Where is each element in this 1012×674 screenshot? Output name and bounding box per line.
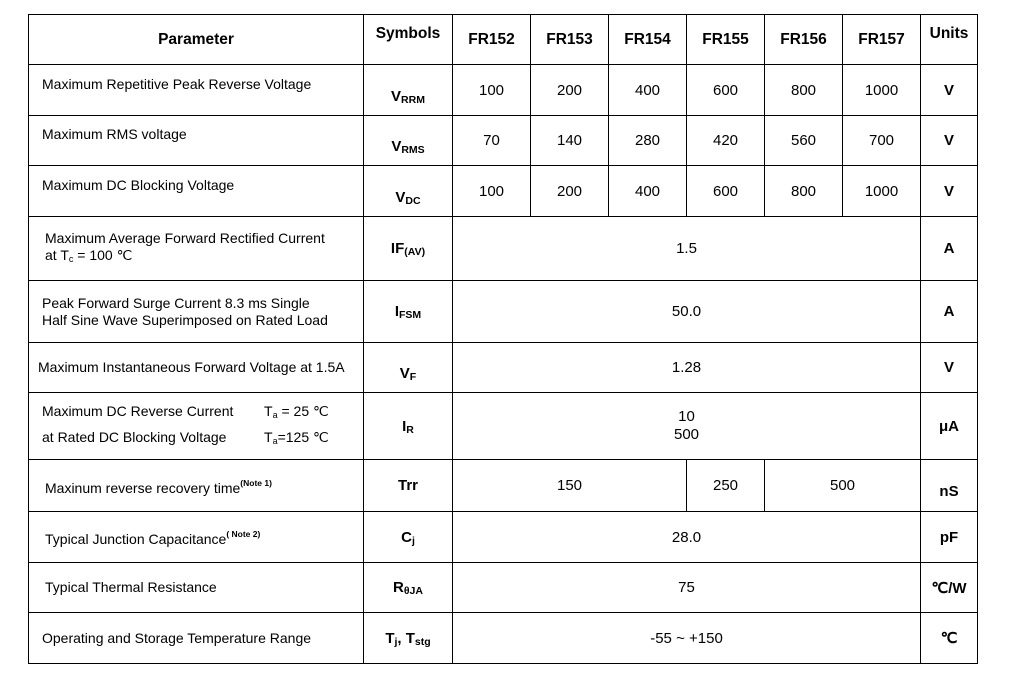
unit-cell: μA <box>921 393 978 460</box>
unit-cell: V <box>921 343 978 393</box>
electrical-characteristics-table <box>28 14 978 664</box>
param-label: Maximum DC Reverse Current Ta = 25 ℃ at Rated DC Blocking Voltage Ta=125 ℃ <box>29 393 364 460</box>
value-cell: 250 <box>687 460 765 512</box>
table-row <box>29 393 978 460</box>
table-row <box>29 512 978 563</box>
value-cell: 800 <box>765 166 843 217</box>
param-label: Typical Junction Capacitance$^{( Note 2)}$ <box>29 512 364 563</box>
unit-cell: A <box>921 217 978 281</box>
unit-cell: V <box>921 65 978 116</box>
param-label: Maximum Average Forward Rectified Current at Tc = 100 ℃ <box>29 217 364 281</box>
value-cell: 560 <box>765 116 843 166</box>
value-cell: 500 <box>765 460 921 512</box>
value-cell: -55 ~ +150 <box>453 613 921 664</box>
value-cell: 800 <box>765 65 843 116</box>
symbol-cell: $V_F$ <box>364 343 453 393</box>
header-part: FR154 <box>609 15 687 65</box>
symbol-cell: $V_{RRM}$ <box>364 65 453 116</box>
unit-cell: V <box>921 116 978 166</box>
param-label: Typical Thermal Resistance <box>29 563 364 613</box>
value-cell: 10 500 <box>453 393 921 460</box>
table-row <box>29 65 978 116</box>
value-cell: 140 <box>531 116 609 166</box>
table-row <box>29 217 978 281</box>
param-label: Maxinum reverse recovery time$^{(Note 1)}$ <box>29 460 364 512</box>
unit-cell: pF <box>921 512 978 563</box>
value-cell: 1000 <box>843 166 921 217</box>
symbol-cell: $R_{\theta JA}$ <box>364 563 453 613</box>
value-cell: 100 <box>453 65 531 116</box>
value-cell: 600 <box>687 166 765 217</box>
table-row <box>29 166 978 217</box>
symbol-cell: $I_{FSM}$ <box>364 281 453 343</box>
table-row <box>29 281 978 343</box>
value-cell: 280 <box>609 116 687 166</box>
value-cell: 75 <box>453 563 921 613</box>
symbol-cell: Trr <box>364 460 453 512</box>
value-cell: 200 <box>531 166 609 217</box>
value-cell: 420 <box>687 116 765 166</box>
header-symbols: Symbols <box>364 15 453 65</box>
param-label: Maximum RMS voltage <box>29 116 364 166</box>
value-cell: 28.0 <box>453 512 921 563</box>
table-row <box>29 563 978 613</box>
header-parameter: Parameter <box>29 15 364 65</box>
header-part: FR153 <box>531 15 609 65</box>
unit-cell: ℃ <box>921 613 978 664</box>
symbol-cell: $IF_{(AV)}$ <box>364 217 453 281</box>
unit-cell: nS <box>921 460 978 512</box>
param-label: Maximum Repetitive Peak Reverse Voltage <box>29 65 364 116</box>
value-cell: 400 <box>609 166 687 217</box>
header-part: FR152 <box>453 15 531 65</box>
value-cell: 1.28 <box>453 343 921 393</box>
unit-cell: V <box>921 166 978 217</box>
unit-cell: A <box>921 281 978 343</box>
header-part: FR157 <box>843 15 921 65</box>
symbol-cell: $V_{RMS}$ <box>364 116 453 166</box>
symbol-cell: $C_j$ <box>364 512 453 563</box>
value-cell: 1.5 <box>453 217 921 281</box>
value-cell: 700 <box>843 116 921 166</box>
header-part: FR155 <box>687 15 765 65</box>
value-cell: 200 <box>531 65 609 116</box>
table-row <box>29 343 978 393</box>
table-row <box>29 116 978 166</box>
value-cell: 400 <box>609 65 687 116</box>
symbol-cell: $V_{DC}$ <box>364 166 453 217</box>
value-cell: 1000 <box>843 65 921 116</box>
value-cell: 50.0 <box>453 281 921 343</box>
unit-cell: ℃/W <box>921 563 978 613</box>
value-cell: 100 <box>453 166 531 217</box>
header-part: FR156 <box>765 15 843 65</box>
table-row <box>29 613 978 664</box>
value-cell: 70 <box>453 116 531 166</box>
value-cell: 600 <box>687 65 765 116</box>
param-label: Operating and Storage Temperature Range <box>29 613 364 664</box>
param-label: Maximum Instantaneous Forward Voltage at 1.5A <box>29 343 364 393</box>
param-label: Maximum DC Blocking Voltage <box>29 166 364 217</box>
value-cell: 150 <box>453 460 687 512</box>
symbol-cell: $T_j$, $T_{stg}$ <box>364 613 453 664</box>
header-row <box>29 15 978 65</box>
symbol-cell: $I_R$ <box>364 393 453 460</box>
header-units: Units <box>921 15 978 65</box>
param-label: Peak Forward Surge Current 8.3 ms Single Half Sine Wave Superimposed on Rated Load <box>29 281 364 343</box>
table-row <box>29 460 978 512</box>
